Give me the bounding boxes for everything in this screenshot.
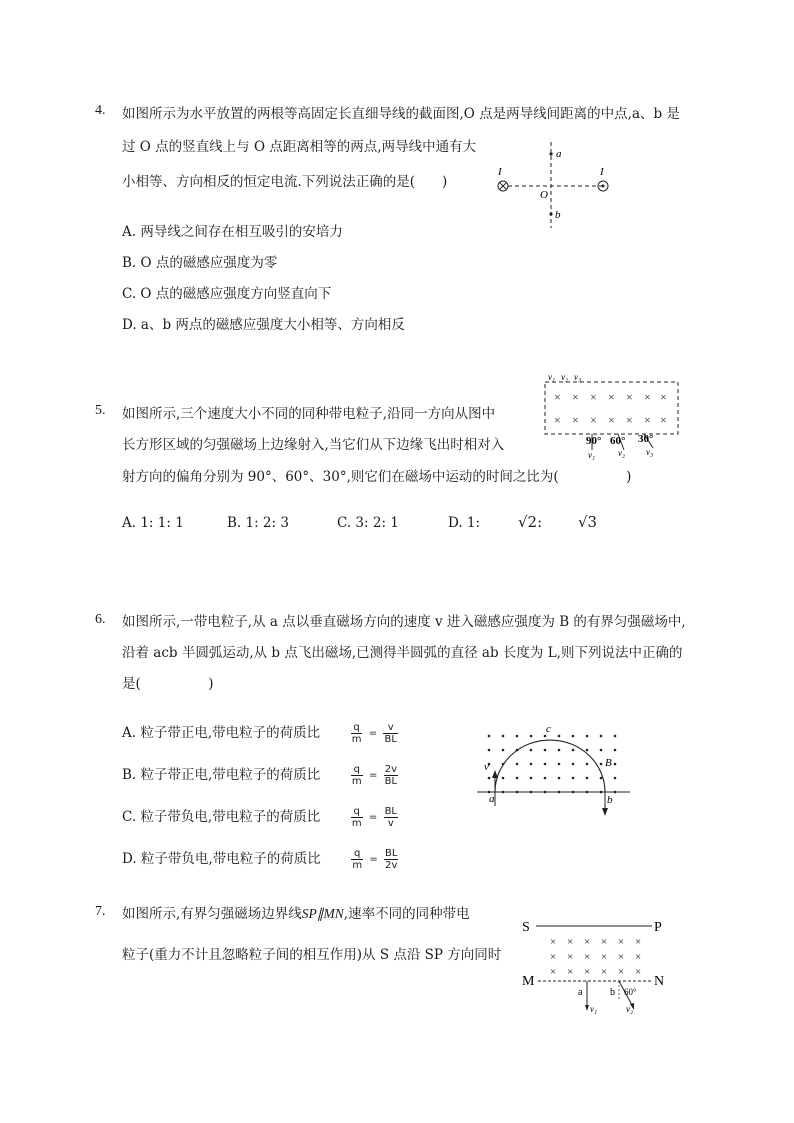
q7-stem-line1: 如图所示,有界匀强磁场边界线SP∥MN,速率不同的同种带电 bbox=[122, 906, 470, 922]
q4-label-a: a bbox=[556, 148, 562, 160]
field-dot bbox=[516, 763, 519, 766]
svg-text:×: × bbox=[635, 951, 642, 963]
q5-option-d[interactable]: D. 1: bbox=[448, 515, 481, 531]
field-dot bbox=[558, 735, 561, 738]
svg-text:×: × bbox=[567, 936, 574, 948]
field-dot bbox=[600, 735, 603, 738]
q7-cross-marks bbox=[550, 936, 641, 978]
field-dot bbox=[544, 735, 547, 738]
svg-text:×: × bbox=[626, 390, 633, 404]
q4-stem-line2: 过 O 点的竖直线上与 O 点距离相等的两点,两导线中通有大 bbox=[122, 139, 477, 155]
q4-option-d[interactable]: D. a、b 两点的磁感应强度大小相等、方向相反 bbox=[122, 317, 405, 333]
q5-stem-line1: 如图所示,三个速度大小不同的同种带电粒子,沿同一方向从图中 bbox=[122, 406, 496, 422]
q7-label-N: N bbox=[654, 974, 665, 989]
svg-text:×: × bbox=[660, 390, 667, 404]
field-dot bbox=[516, 777, 519, 780]
q5-angle-30: 30° bbox=[638, 433, 654, 445]
field-dot bbox=[502, 749, 505, 752]
field-dot bbox=[600, 777, 603, 780]
svg-text:×: × bbox=[550, 966, 557, 978]
svg-text:×: × bbox=[635, 936, 642, 948]
field-dot bbox=[530, 749, 533, 752]
q5-cross-marks bbox=[554, 390, 667, 427]
q4-label-O: O bbox=[540, 189, 548, 201]
q7-label-v1: v₁ bbox=[590, 1004, 598, 1014]
q5-label-v2: v₂ bbox=[618, 448, 626, 458]
svg-text:×: × bbox=[567, 951, 574, 963]
q4-option-b[interactable]: B. O 点的磁感应强度为零 bbox=[122, 255, 278, 271]
q5-stem-line2: 长方形区域的匀强磁场上边缘射入,当它们从下边缘飞出时相对入 bbox=[122, 437, 505, 453]
svg-text:×: × bbox=[584, 951, 591, 963]
q5-number: 5. bbox=[95, 403, 106, 418]
q5-option-d-sqrt2: √2: bbox=[518, 513, 543, 531]
svg-text:×: × bbox=[618, 966, 625, 978]
field-dot bbox=[488, 777, 491, 780]
q5-option-d-sqrt3: √3 bbox=[578, 513, 598, 531]
svg-text:×: × bbox=[584, 966, 591, 978]
q5-label-v1: v₁ bbox=[588, 450, 596, 460]
q5-option-b[interactable]: B. 1: 2: 3 bbox=[227, 515, 289, 531]
q6-label-a: a bbox=[489, 793, 495, 805]
field-dot bbox=[544, 749, 547, 752]
q7-field-figure bbox=[520, 915, 670, 1015]
field-dot bbox=[572, 777, 575, 780]
q6-option-c[interactable]: C. 粒子带负电,带电粒子的荷质比 $\frac{q}{m}$ = $\frac{BL}{v}$ bbox=[122, 806, 397, 829]
svg-text:×: × bbox=[601, 936, 608, 948]
q7-boundary-notation: SP∥MN bbox=[301, 906, 344, 921]
q4-label-I-left: I bbox=[498, 166, 502, 178]
q6-label-c: c bbox=[546, 723, 551, 735]
q4-stem-line3: 小相等、方向相反的恒定电流.下列说法正确的是( ) bbox=[122, 174, 448, 190]
svg-text:×: × bbox=[572, 390, 579, 404]
q6-stem-line3: 是( ) bbox=[122, 676, 214, 692]
field-dot bbox=[586, 777, 589, 780]
q7-label-M: M bbox=[522, 974, 535, 989]
svg-text:×: × bbox=[608, 413, 615, 427]
q6-number: 6. bbox=[95, 612, 106, 627]
q5-option-a[interactable]: A. 1: 1: 1 bbox=[122, 515, 184, 531]
svg-text:×: × bbox=[550, 936, 557, 948]
q6-label-B: B bbox=[605, 757, 612, 769]
field-dot bbox=[530, 763, 533, 766]
q4-point-a bbox=[549, 152, 552, 155]
q5-angle-60: 60° bbox=[610, 435, 626, 447]
field-dot bbox=[572, 763, 575, 766]
svg-text:×: × bbox=[567, 966, 574, 978]
q6-stem-line1: 如图所示,一带电粒子,从 a 点以垂直磁场方向的速度 v 进入磁感应强度为 B 的有界匀强磁场中, bbox=[122, 614, 686, 630]
field-dot bbox=[530, 777, 533, 780]
q7-label-v2: v₂ bbox=[626, 1004, 634, 1014]
q6-semicircle-path bbox=[495, 740, 605, 792]
svg-text:×: × bbox=[590, 413, 597, 427]
svg-text:×: × bbox=[590, 390, 597, 404]
q4-point-b bbox=[549, 212, 552, 215]
field-dot bbox=[488, 735, 491, 738]
field-dot bbox=[558, 763, 561, 766]
field-dot bbox=[614, 763, 617, 766]
q6-semicircle-figure bbox=[475, 718, 635, 818]
svg-text:×: × bbox=[554, 413, 561, 427]
q7-angle-60: 60° bbox=[624, 987, 637, 997]
field-dot bbox=[544, 777, 547, 780]
q6-option-b[interactable]: B. 粒子带正电,带电粒子的荷质比 $\frac{q}{m}$ = $\frac{2v}{BL}$ bbox=[122, 764, 398, 787]
svg-text:×: × bbox=[554, 390, 561, 404]
q5-label-v3-top: v₃ bbox=[574, 372, 582, 382]
svg-text:×: × bbox=[635, 966, 642, 978]
q4-wire-figure bbox=[490, 140, 620, 232]
q4-label-I-right: I bbox=[600, 166, 604, 178]
svg-text:×: × bbox=[644, 390, 651, 404]
q5-label-v1-top: v₁ bbox=[548, 372, 556, 382]
q7-label-S: S bbox=[522, 920, 530, 935]
svg-text:×: × bbox=[618, 951, 625, 963]
q7-label-b: b bbox=[610, 987, 615, 998]
field-dot bbox=[586, 749, 589, 752]
q4-option-a[interactable]: A. 两导线之间存在相互吸引的安培力 bbox=[122, 224, 343, 240]
svg-text:×: × bbox=[626, 413, 633, 427]
field-dot bbox=[600, 749, 603, 752]
q7-label-P: P bbox=[654, 920, 662, 935]
field-dot bbox=[502, 777, 505, 780]
field-dot bbox=[502, 735, 505, 738]
field-dot bbox=[572, 735, 575, 738]
field-dot bbox=[488, 749, 491, 752]
svg-text:×: × bbox=[660, 413, 667, 427]
q7-label-a: a bbox=[578, 987, 583, 998]
field-dot bbox=[614, 749, 617, 752]
q4-option-c[interactable]: C. O 点的磁感应强度方向竖直向下 bbox=[122, 286, 332, 302]
field-dot bbox=[572, 749, 575, 752]
field-dot bbox=[516, 735, 519, 738]
field-dot bbox=[558, 749, 561, 752]
q6-label-v: v bbox=[484, 761, 489, 773]
q5-angle-90: 90° bbox=[586, 435, 602, 447]
q4-stem-line1: 如图所示为水平放置的两根等高固定长直细导线的截面图,O 点是两导线间距离的中点,a、b 是 bbox=[122, 106, 680, 122]
q6-label-b: b bbox=[607, 794, 613, 806]
svg-text:×: × bbox=[584, 936, 591, 948]
q7-number: 7. bbox=[95, 904, 106, 919]
q5-label-v2-top: v₂ bbox=[561, 372, 569, 382]
field-dot bbox=[614, 735, 617, 738]
svg-text:×: × bbox=[601, 951, 608, 963]
field-dot bbox=[544, 763, 547, 766]
field-dot bbox=[614, 777, 617, 780]
field-dot bbox=[586, 735, 589, 738]
field-dot bbox=[530, 735, 533, 738]
q7-stem-line2: 粒子(重力不计且忽略粒子间的相互作用)从 S 点沿 SP 方向同时 bbox=[122, 947, 502, 963]
q6-stem-line2: 沿着 acb 半圆弧运动,从 b 点飞出磁场,已测得半圆弧的直径 ab 长度为 L,则下列说法中正确的 bbox=[122, 645, 683, 661]
svg-text:×: × bbox=[601, 966, 608, 978]
q5-stem-line3: 射方向的偏角分别为 90°、60°、30°,则它们在磁场中运动的时间之比为( ) bbox=[122, 469, 632, 485]
q5-option-c[interactable]: C. 3: 2: 1 bbox=[337, 515, 399, 531]
q4-number: 4. bbox=[95, 103, 106, 118]
svg-text:×: × bbox=[644, 413, 651, 427]
q5-field-figure bbox=[540, 370, 685, 460]
field-dot bbox=[600, 763, 603, 766]
svg-text:×: × bbox=[608, 390, 615, 404]
q6-option-a[interactable]: A. 粒子带正电,带电粒子的荷质比 $\frac{q}{m}$ = $\frac{v}{BL}$ bbox=[122, 722, 397, 745]
svg-text:×: × bbox=[618, 936, 625, 948]
field-dot bbox=[558, 777, 561, 780]
q5-label-v3: v₃ bbox=[646, 447, 654, 457]
svg-text:×: × bbox=[572, 413, 579, 427]
q4-label-b: b bbox=[555, 209, 561, 221]
q6-option-d[interactable]: D. 粒子带负电,带电粒子的荷质比 $\frac{q}{m}$ = $\frac{BL}{2v}$ bbox=[122, 848, 398, 871]
field-dot bbox=[586, 763, 589, 766]
svg-text:×: × bbox=[550, 951, 557, 963]
